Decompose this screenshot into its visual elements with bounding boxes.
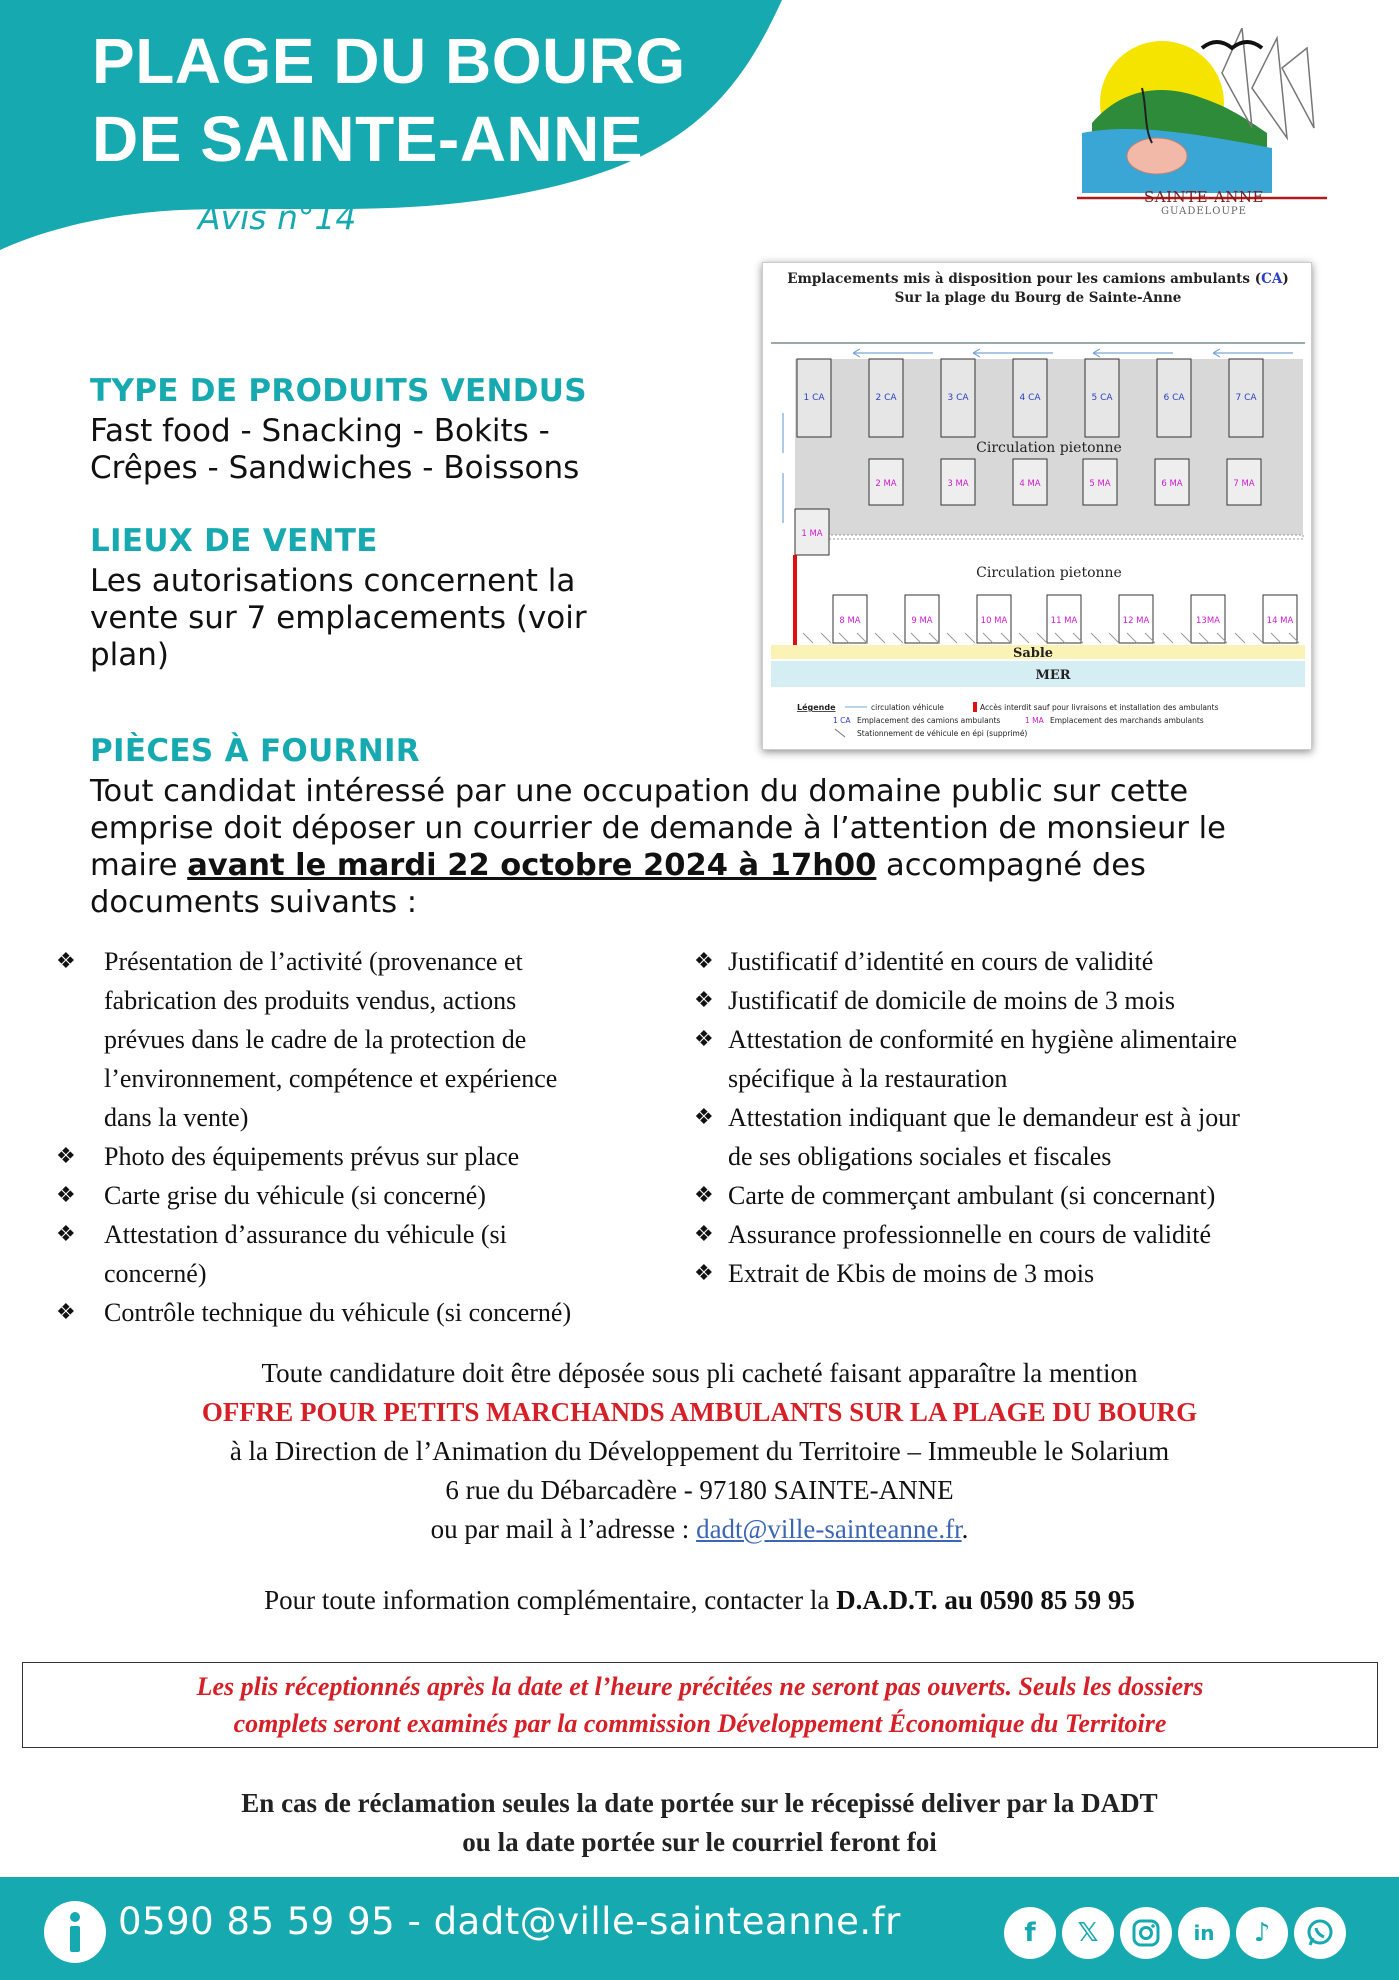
ma-slot-label: 3 MA — [947, 479, 969, 489]
hatch-mark — [1037, 633, 1047, 643]
legend-ca-key: 1 CA — [833, 716, 851, 725]
ma-slot-label: 13MA — [1196, 616, 1220, 626]
doc-left-item-line: Présentation de l’activité (provenance et — [104, 947, 523, 976]
pieces-line-3 — [90, 847, 1226, 884]
ca-slot-label: 2 CA — [875, 393, 897, 403]
circulation-label-bottom: Circulation pietonne — [976, 565, 1122, 581]
facebook-icon[interactable]: f — [1004, 1907, 1056, 1959]
deadline: avant le mardi 22 octobre 2024 à 17h00 — [187, 848, 877, 883]
doc-left-item-line: Photo des équipements prévus sur place — [104, 1142, 520, 1171]
ca-slot-label: 7 CA — [1235, 393, 1257, 403]
ca-slot-label: 5 CA — [1091, 393, 1113, 403]
doc-left-item-line: fabrication des produits vendus, actions — [104, 986, 517, 1015]
plan-title-post: ) — [1282, 271, 1289, 287]
candidature-mention: OFFRE POUR PETITS MARCHANDS AMBULANTS SUR LA PLAGE DU BOURG — [201, 1397, 1198, 1427]
candidature-line-5-pre: ou par mail à l’adresse : — [430, 1514, 697, 1544]
ca-slot-label: 1 CA — [803, 393, 825, 403]
heading-lieux: LIEUX DE VENTE — [90, 523, 378, 559]
legend-barrier — [973, 702, 977, 712]
ma-slot-label: 9 MA — [911, 616, 933, 626]
doc-left-item-line: concerné) — [104, 1259, 207, 1288]
doc-left-item-line: prévues dans le cadre de la protection de — [104, 1025, 527, 1054]
doc-right-item-line: spécifique à la restauration — [728, 1064, 1008, 1093]
hatch-mark — [965, 633, 975, 643]
access-barrier — [793, 555, 797, 647]
legend-vehicle: circulation véhicule — [871, 703, 944, 712]
produits-text — [90, 413, 579, 487]
doc-left-item-line: Contrôle technique du véhicule (si concerné) — [104, 1298, 572, 1327]
pieces-line-3-post: accompagné des — [876, 848, 1146, 883]
doc-left-item — [56, 1293, 676, 1332]
ma-slot-label: 7 MA — [1233, 479, 1255, 489]
mer-label: MER — [1035, 668, 1071, 683]
doc-left-item — [56, 1137, 676, 1176]
candidature-line-4: 6 rue du Débarcadère - 97180 SAINTE-ANNE — [445, 1475, 954, 1505]
ma-slot-label: 6 MA — [1161, 479, 1183, 489]
claim-line-1: En cas de réclamation seules la date portée sur le récepissé deliver par la DADT — [241, 1788, 1158, 1818]
title-line-2: DE SAINTE-ANNE — [92, 103, 644, 175]
dashed-border — [795, 535, 1303, 539]
doc-left-item — [56, 1215, 676, 1293]
heading-pieces: PIÈCES À FOURNIR — [90, 733, 420, 769]
plan-title-ca: CA — [1261, 271, 1283, 287]
claim-line-2: ou la date portée sur le courriel feront foi — [462, 1827, 937, 1857]
doc-right-item — [694, 942, 1374, 981]
pieces-line-4: documents suivants : — [90, 885, 418, 920]
hatch-mark — [1109, 633, 1119, 643]
legend-ma-key: 1 MA — [1025, 716, 1044, 725]
circulation-label-top: Circulation pietonne — [976, 440, 1122, 456]
doc-right-item-line: Assurance professionnelle en cours de validité — [728, 1220, 1212, 1249]
doc-left-item-line: Attestation d’assurance du véhicule (si — [104, 1220, 507, 1249]
avis-number: Avis n°14 — [198, 198, 357, 237]
ma-slot-label: 8 MA — [839, 616, 861, 626]
ma-slot-label: 10 MA — [980, 616, 1008, 626]
doc-left-item-line: Carte grise du véhicule (si concerné) — [104, 1181, 486, 1210]
hatch-mark — [1019, 633, 1029, 643]
doc-right-item-line: Justificatif de domicile de moins de 3 mois — [728, 986, 1175, 1015]
bullet-icon: ❖ — [56, 949, 76, 974]
info-icon — [44, 1901, 106, 1963]
doc-right-item — [694, 1020, 1374, 1098]
doc-right-item-line: Extrait de Kbis de moins de 3 mois — [728, 1259, 1095, 1288]
doc-left-item — [56, 942, 676, 1137]
site-plan — [762, 262, 1312, 750]
contact-line — [0, 1581, 1399, 1620]
pieces-line-1: Tout candidat intéressé par une occupation du domaine public sur cette — [90, 774, 1189, 809]
ma-slot-label: 12 MA — [1122, 616, 1150, 626]
hatch-mark — [893, 633, 903, 643]
candidature-line-3: à la Direction de l’Animation du Développement du Territoire – Immeuble le Solarium — [229, 1436, 1170, 1466]
hatch-mark — [821, 633, 831, 643]
doc-right-item — [694, 1254, 1374, 1293]
lieux-text — [90, 563, 587, 674]
candidature-line-1: Toute candidature doit être déposée sous pli cacheté faisant apparaître la mention — [261, 1358, 1138, 1388]
bullet-icon: ❖ — [56, 1222, 76, 1247]
documents-list-left — [56, 942, 676, 1332]
hatch-mark — [947, 633, 957, 643]
bullet-icon: ❖ — [694, 1105, 714, 1130]
notice-box — [22, 1662, 1378, 1748]
tiktok-icon[interactable]: ♪ — [1236, 1907, 1288, 1959]
plan-title-line-2: Sur la plage du Bourg de Sainte-Anne — [894, 290, 1182, 306]
logo-name: SAINTE-ANNE — [1144, 188, 1264, 206]
legend-hatch — [835, 729, 845, 737]
claim-block — [0, 1784, 1399, 1862]
hatch-mark — [1235, 633, 1245, 643]
pieces-text — [90, 773, 1226, 921]
bullet-icon: ❖ — [694, 988, 714, 1013]
ma-slot-label: 14 MA — [1266, 616, 1294, 626]
doc-right-item — [694, 1098, 1374, 1176]
produits-line-2: Crêpes - Sandwiches - Boissons — [90, 450, 580, 486]
hatch-mark — [803, 633, 813, 643]
whatsapp-icon[interactable] — [1294, 1907, 1346, 1959]
hatch-mark — [1181, 633, 1191, 643]
documents-list-right — [694, 942, 1374, 1293]
ca-slot-label: 4 CA — [1019, 393, 1041, 403]
sable-label: Sable — [1012, 646, 1054, 661]
plan-title-pre: Emplacements mis à disposition pour les camions ambulants ( — [787, 271, 1262, 287]
hatch-mark — [1091, 633, 1101, 643]
bullet-icon: ❖ — [56, 1144, 76, 1169]
lieux-line-3: plan) — [90, 637, 170, 673]
doc-right-item-line: Justificatif d’identité en cours de validité — [728, 947, 1154, 976]
ma-slot-label: 11 MA — [1050, 616, 1078, 626]
doc-right-item — [694, 1215, 1374, 1254]
contact-phone: D.A.D.T. au 0590 85 59 95 — [836, 1585, 1135, 1615]
notice-line-1: Les plis réceptionnés après la date et l’heure précitées ne seront pas ouverts. Seuls les dossiers — [196, 1672, 1204, 1701]
doc-left-item — [56, 1176, 676, 1215]
linkedin-icon[interactable]: in — [1178, 1907, 1230, 1959]
instagram-icon[interactable] — [1120, 1907, 1172, 1959]
title-line-1: PLAGE DU BOURG — [92, 25, 686, 97]
contact-pre: Pour toute information complémentaire, contacter la — [264, 1585, 837, 1615]
bullet-icon: ❖ — [56, 1183, 76, 1208]
produits-line-1: Fast food - Snacking - Bokits - — [90, 413, 550, 449]
bullet-icon: ❖ — [694, 1222, 714, 1247]
ma-slot-label: 1 MA — [801, 529, 823, 539]
ca-slot-label: 6 CA — [1163, 393, 1185, 403]
doc-left-item-line: l’environnement, compétence et expérience — [104, 1064, 558, 1093]
email-link[interactable]: dadt@ville-sainteanne.fr — [696, 1514, 962, 1544]
footer-contact: 0590 85 59 95 - dadt@ville-sainteanne.fr — [118, 1900, 901, 1943]
ma-slot-label: 4 MA — [1019, 479, 1041, 489]
bullet-icon: ❖ — [56, 1300, 76, 1325]
legend-ma-desc: Emplacement des marchands ambulants — [1050, 716, 1204, 725]
bullet-icon: ❖ — [694, 1027, 714, 1052]
doc-left-item-line: dans la vente) — [104, 1103, 249, 1132]
ca-slot-label: 3 CA — [947, 393, 969, 403]
legend-acces: Accès interdit sauf pour livraisons et installation des ambulants — [980, 703, 1219, 712]
ma-slot-label: 5 MA — [1089, 479, 1111, 489]
x-icon[interactable]: 𝕏 — [1062, 1907, 1114, 1959]
candidature-line-5-post: . — [961, 1514, 969, 1544]
hatch-mark — [1163, 633, 1173, 643]
legend-ca-desc: Emplacement des camions ambulants — [857, 716, 1001, 725]
notice-line-2: complets seront examinés par la commission Développement Économique du Territoire — [233, 1709, 1167, 1738]
plan-drawing — [763, 263, 1313, 751]
candidature-block — [0, 1354, 1399, 1549]
doc-right-item-line: Attestation indiquant que le demandeur est à jour — [728, 1103, 1240, 1132]
footer-bar — [0, 1877, 1399, 1980]
bullet-icon: ❖ — [694, 1261, 714, 1286]
doc-right-item-line: Carte de commerçant ambulant (si concernant) — [728, 1181, 1216, 1210]
hatch-mark — [875, 633, 885, 643]
page-title — [92, 22, 686, 178]
bullet-icon: ❖ — [694, 1183, 714, 1208]
hatch-mark — [1253, 633, 1263, 643]
legend-stationnement: Stationnement de véhicule en épi (supprimé) — [857, 729, 1028, 738]
heading-produits: TYPE DE PRODUITS VENDUS — [90, 373, 587, 409]
candidature-line-5 — [0, 1510, 1399, 1549]
notice-text — [23, 1668, 1377, 1742]
logo-subtitle: GUADELOUPE — [1161, 206, 1247, 217]
doc-right-item-line: de ses obligations sociales et fiscales — [728, 1142, 1112, 1171]
doc-right-item-line: Attestation de conformité en hygiène alimentaire — [728, 1025, 1237, 1054]
bullet-icon: ❖ — [694, 949, 714, 974]
pieces-line-2: emprise doit déposer un courrier de demande à l’attention de monsieur le — [90, 811, 1226, 846]
lieux-line-1: Les autorisations concernent la — [90, 563, 576, 599]
lieux-line-2: vente sur 7 emplacements (voir — [90, 600, 587, 636]
pieces-line-3-pre: maire — [90, 848, 188, 883]
doc-right-item — [694, 981, 1374, 1020]
doc-right-item — [694, 1176, 1374, 1215]
ma-slot-label: 2 MA — [875, 479, 897, 489]
legend-title: Légende — [797, 703, 836, 712]
